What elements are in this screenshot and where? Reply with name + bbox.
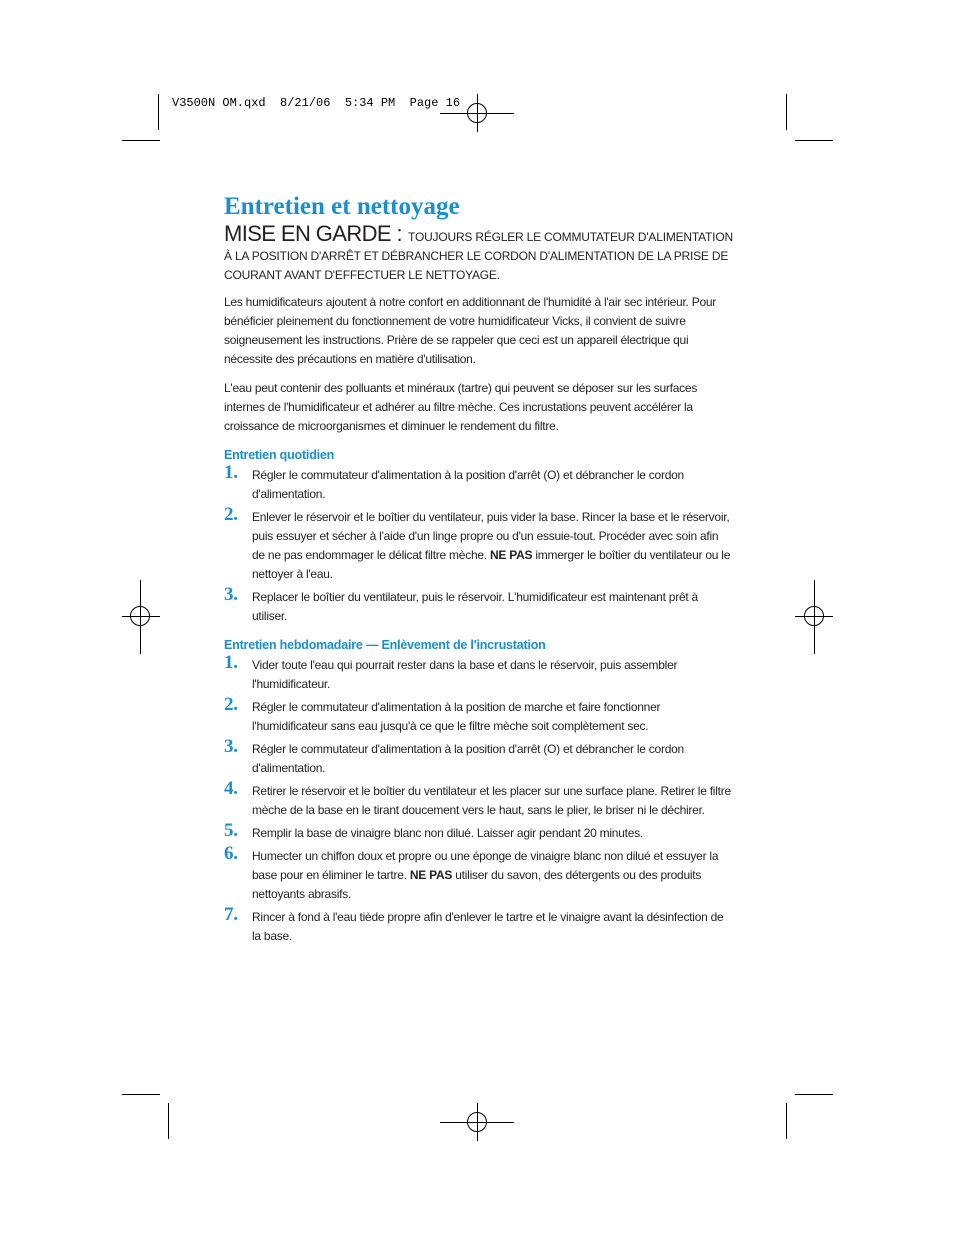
step-number: 1. bbox=[224, 462, 238, 483]
step-number: 2. bbox=[224, 694, 238, 715]
list-item bbox=[224, 820, 734, 843]
step-emphasis: NE PAS bbox=[489, 548, 533, 562]
daily-steps-list bbox=[224, 462, 734, 626]
step-emphasis: NE PAS bbox=[409, 868, 453, 882]
page-content bbox=[224, 192, 734, 950]
step-text: Régler le commutateur d'alimentation à la position d'arrêt (O) et débrancher le cordon d'alimentation. bbox=[252, 468, 684, 501]
list-item bbox=[224, 904, 734, 946]
step-text: Vider toute l'eau qui pourrait rester dans la base et dans le réservoir, puis assembler l'humidificateur. bbox=[252, 658, 678, 691]
step-text: Retirer le réservoir et le boîtier du ventilateur et les placer sur une surface plane. Retirer le filtre mèche de la base en le tirant doucement vers le haut, sans le plier, le briser ni le déchirer. bbox=[252, 784, 731, 817]
step-text: Humecter un chiffon doux et propre ou une éponge de vinaigre blanc non dilué et essuyer la base pour en éliminer le tartre. bbox=[252, 849, 719, 882]
list-item bbox=[224, 778, 734, 820]
step-text: Régler le commutateur d'alimentation à la position de marche et faire fonctionner l'humidificateur sans eau jusqu'à ce que le filtre mèche soit complètement sec. bbox=[252, 700, 661, 733]
list-item bbox=[224, 584, 734, 626]
list-item bbox=[224, 694, 734, 736]
list-item bbox=[224, 652, 734, 694]
step-number: 3. bbox=[224, 584, 238, 605]
list-item bbox=[224, 843, 734, 904]
list-item bbox=[224, 462, 734, 504]
step-number: 7. bbox=[224, 904, 238, 925]
list-item bbox=[224, 736, 734, 778]
step-number: 1. bbox=[224, 652, 238, 673]
step-text: utiliser du savon, des détergents ou des produits nettoyants abrasifs. bbox=[252, 868, 702, 901]
warning-text: TOUJOURS RÉGLER LE COMMUTATEUR D'ALIMENTATION À LA POSITION D'ARRÊT ET DÉBRANCHER LE CORDON D'ALIMENTATION DE LA PRISE DE COURANT AVANT D'EFFECTUER LE NETTOYAGE. bbox=[224, 230, 733, 282]
step-number: 5. bbox=[224, 820, 238, 841]
intro-paragraph: L'eau peut contenir des polluants et minéraux (tartre) qui peuvent se déposer sur les surfaces internes de l'humidificateur et adhérer au filtre mèche. Ces incrustations peuvent accélérer la croissance de microorganismes et diminuer le rendement du filtre. bbox=[224, 381, 698, 433]
intro-paragraph: Les humidificateurs ajoutent à notre confort en additionnant de l'humidité à l'air sec intérieur. Pour bénéficier pleinement du fonctionnement de votre humidificateur Vicks, il convient de suivre soigneusement les instructions. Prière de se rappeler que ceci est un appareil électrique qui nécessite des précautions en matière d'utilisation. bbox=[224, 295, 717, 366]
warning-label: MISE EN GARDE : bbox=[224, 221, 403, 246]
printer-slug: V3500N OM.qxd 8/21/06 5:34 PM Page 16 bbox=[172, 96, 461, 110]
step-number: 4. bbox=[224, 778, 238, 799]
daily-section-title: Entretien quotidien bbox=[224, 448, 335, 462]
step-text: Régler le commutateur d'alimentation à la position d'arrêt (O) et débrancher le cordon d'alimentation. bbox=[252, 742, 684, 775]
step-text: Rincer à fond à l'eau tiède propre afin d'enlever le tartre et le vinaigre avant la désinfection de la base. bbox=[252, 910, 724, 943]
step-text: Remplir la base de vinaigre blanc non dilué. Laisser agir pendant 20 minutes. bbox=[252, 826, 643, 840]
step-text: Enlever le réservoir et le boîtier du ventilateur, puis vider la base. Rincer la base et le réservoir, puis essuyer et sécher à l'aide d'un linge propre ou d'un essuie-tout. Procéder avec soin afin de ne pas endommager le délicat filtre mèche. bbox=[252, 510, 730, 562]
step-number: 3. bbox=[224, 736, 238, 757]
step-text: immerger le boîtier du ventilateur ou le nettoyer à l'eau. bbox=[252, 548, 731, 581]
step-number: 6. bbox=[224, 843, 238, 864]
page-title: Entretien et nettoyage bbox=[224, 193, 460, 220]
list-item bbox=[224, 504, 734, 584]
warning-notice bbox=[224, 221, 734, 285]
weekly-steps-list bbox=[224, 652, 734, 946]
weekly-section-title: Entretien hebdomadaire — Enlèvement de l'incrustation bbox=[224, 638, 546, 652]
step-number: 2. bbox=[224, 504, 238, 525]
step-text: Replacer le boîtier du ventilateur, puis le réservoir. L'humidificateur est maintenant prêt à utiliser. bbox=[252, 590, 698, 623]
